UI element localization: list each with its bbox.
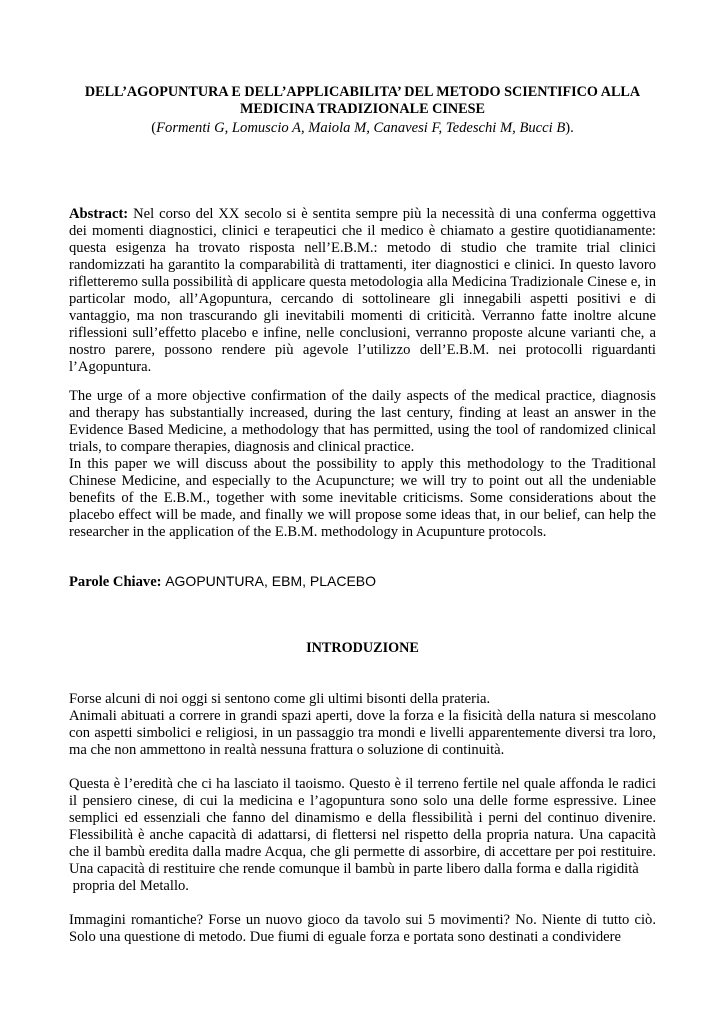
english-abstract-paragraph-1: The urge of a more objective confirmation of the daily aspects of the medical practice, diagnosis and therapy has substantially increased, during the last century, finding at least an answer in the Evidence Based Medicine, a methodology that has permitted, using the tool of randomized clinical trials, to compare therapies, diagnosis and clinical practice. xyxy=(69,388,656,455)
keywords-line xyxy=(69,573,656,591)
keywords-value: AGOPUNTURA, EBM, PLACEBO xyxy=(165,573,377,589)
abstract-paragraph xyxy=(69,206,656,376)
introduction-paragraph-1 xyxy=(69,691,656,759)
abstract-label: Abstract: xyxy=(69,206,129,222)
introduction-p1-rest: Animali abituati a correre in grandi spazi aperti, dove la forza e la fisicità della natura si mescolano con aspetti simbolici e religiosi, in un passaggio tra mondi e livelli apparentemente diversi tra loro, ma che non ammettono in realtà nessuna frattura o soluzione di continuità. xyxy=(69,708,656,758)
introduction-heading: INTRODUZIONE xyxy=(306,640,419,656)
introduction-paragraph-3: Immagini romantiche? Forse un nuovo gioco da tavolo sui 5 movimenti? No. Niente di tutto ciò. Solo una questione di metodo. Due fiumi di eguale forza e portata sono destinati a condividere xyxy=(69,912,656,945)
author-open-paren: ( xyxy=(151,120,157,136)
paper-title: DELL’AGOPUNTURA E DELL’APPLICABILITA’ DEL METODO SCIENTIFICO ALLA MEDICINA TRADIZIONALE CINESE xyxy=(84,84,641,117)
keywords-label: Parole Chiave: xyxy=(69,574,162,590)
abstract-text: Nel corso del XX secolo si è sentita sempre più la necessità di una conferma oggettiva dei momenti diagnostici, clinici e terapeutici che il medico è chiamato a gestire quotidianamente: questa esigenza ha trovato risposta nell’E.B.M.: metodo di studio che tramite trial clinici randomizzati ha garantito la comparabilità di trattamenti, iter diagnostici e clinici. In questo lavoro rifletteremo sulla possibilità di applicare questa metodologia alla Medicina Tradizionale Cinese e, in particolar modo, all’Agopuntura, cercando di sottolineare gli innegabili aspetti positivi e di vantaggio, ma non trascurando gli inevitabili momenti di criticità. Verranno fatte inoltre alcune riflessioni sull’effetto placebo e infine, nelle conclusioni, verranno proposte alcune varianti che, a nostro parere, possono rendere più agevole l’utilizzo dell’E.B.M. nei protocolli riguardanti l’Agopuntura. xyxy=(69,206,656,375)
author-names: Formenti G, Lomuscio A, Maiola M, Canavesi F, Tedeschi M, Bucci B xyxy=(156,120,566,136)
introduction-p2-last-line: propria del Metallo. xyxy=(69,878,189,894)
introduction-p1-first-line: Forse alcuni di noi oggi si sentono come gli ultimi bisonti della prateria. xyxy=(69,691,491,707)
introduction-p2-text: Questa è l’eredità che ci ha lasciato il taoismo. Questo è il terreno fertile nel quale affonda le radici il pensiero cinese, di cui la medicina e l’agopuntura sono solo una delle forme espressive. Linee semplici ed essenziali che fanno del dinamismo e della flessibilità i perni del continuo divenire. Flessibilità è anche capacità di adattarsi, di flettersi nel rispetto della propria natura. Una capacità che il bambù eredita dalla madre Acqua, che gli permette di assorbire, di accettare per poi restituire. Una capacità di restituire che rende comunque il bambù in parte libero dalla forma e dalla rigidità xyxy=(69,776,656,877)
introduction-paragraph-2 xyxy=(69,776,656,895)
english-abstract-paragraph-2: In this paper we will discuss about the possibility to apply this methodology to the Traditional Chinese Medicine, and especially to the Acupuncture; we will try to point out all the undeniable benefits of the E.B.M., together with some inevitable criticisms. Some considerations about the placebo effect will be made, and finally we will propose some ideas that, in our belief, can help the researcher in the application of the E.B.M. methodology in Acupunture protocols. xyxy=(69,456,656,540)
author-close-paren: ). xyxy=(565,120,574,136)
author-list xyxy=(69,120,656,137)
